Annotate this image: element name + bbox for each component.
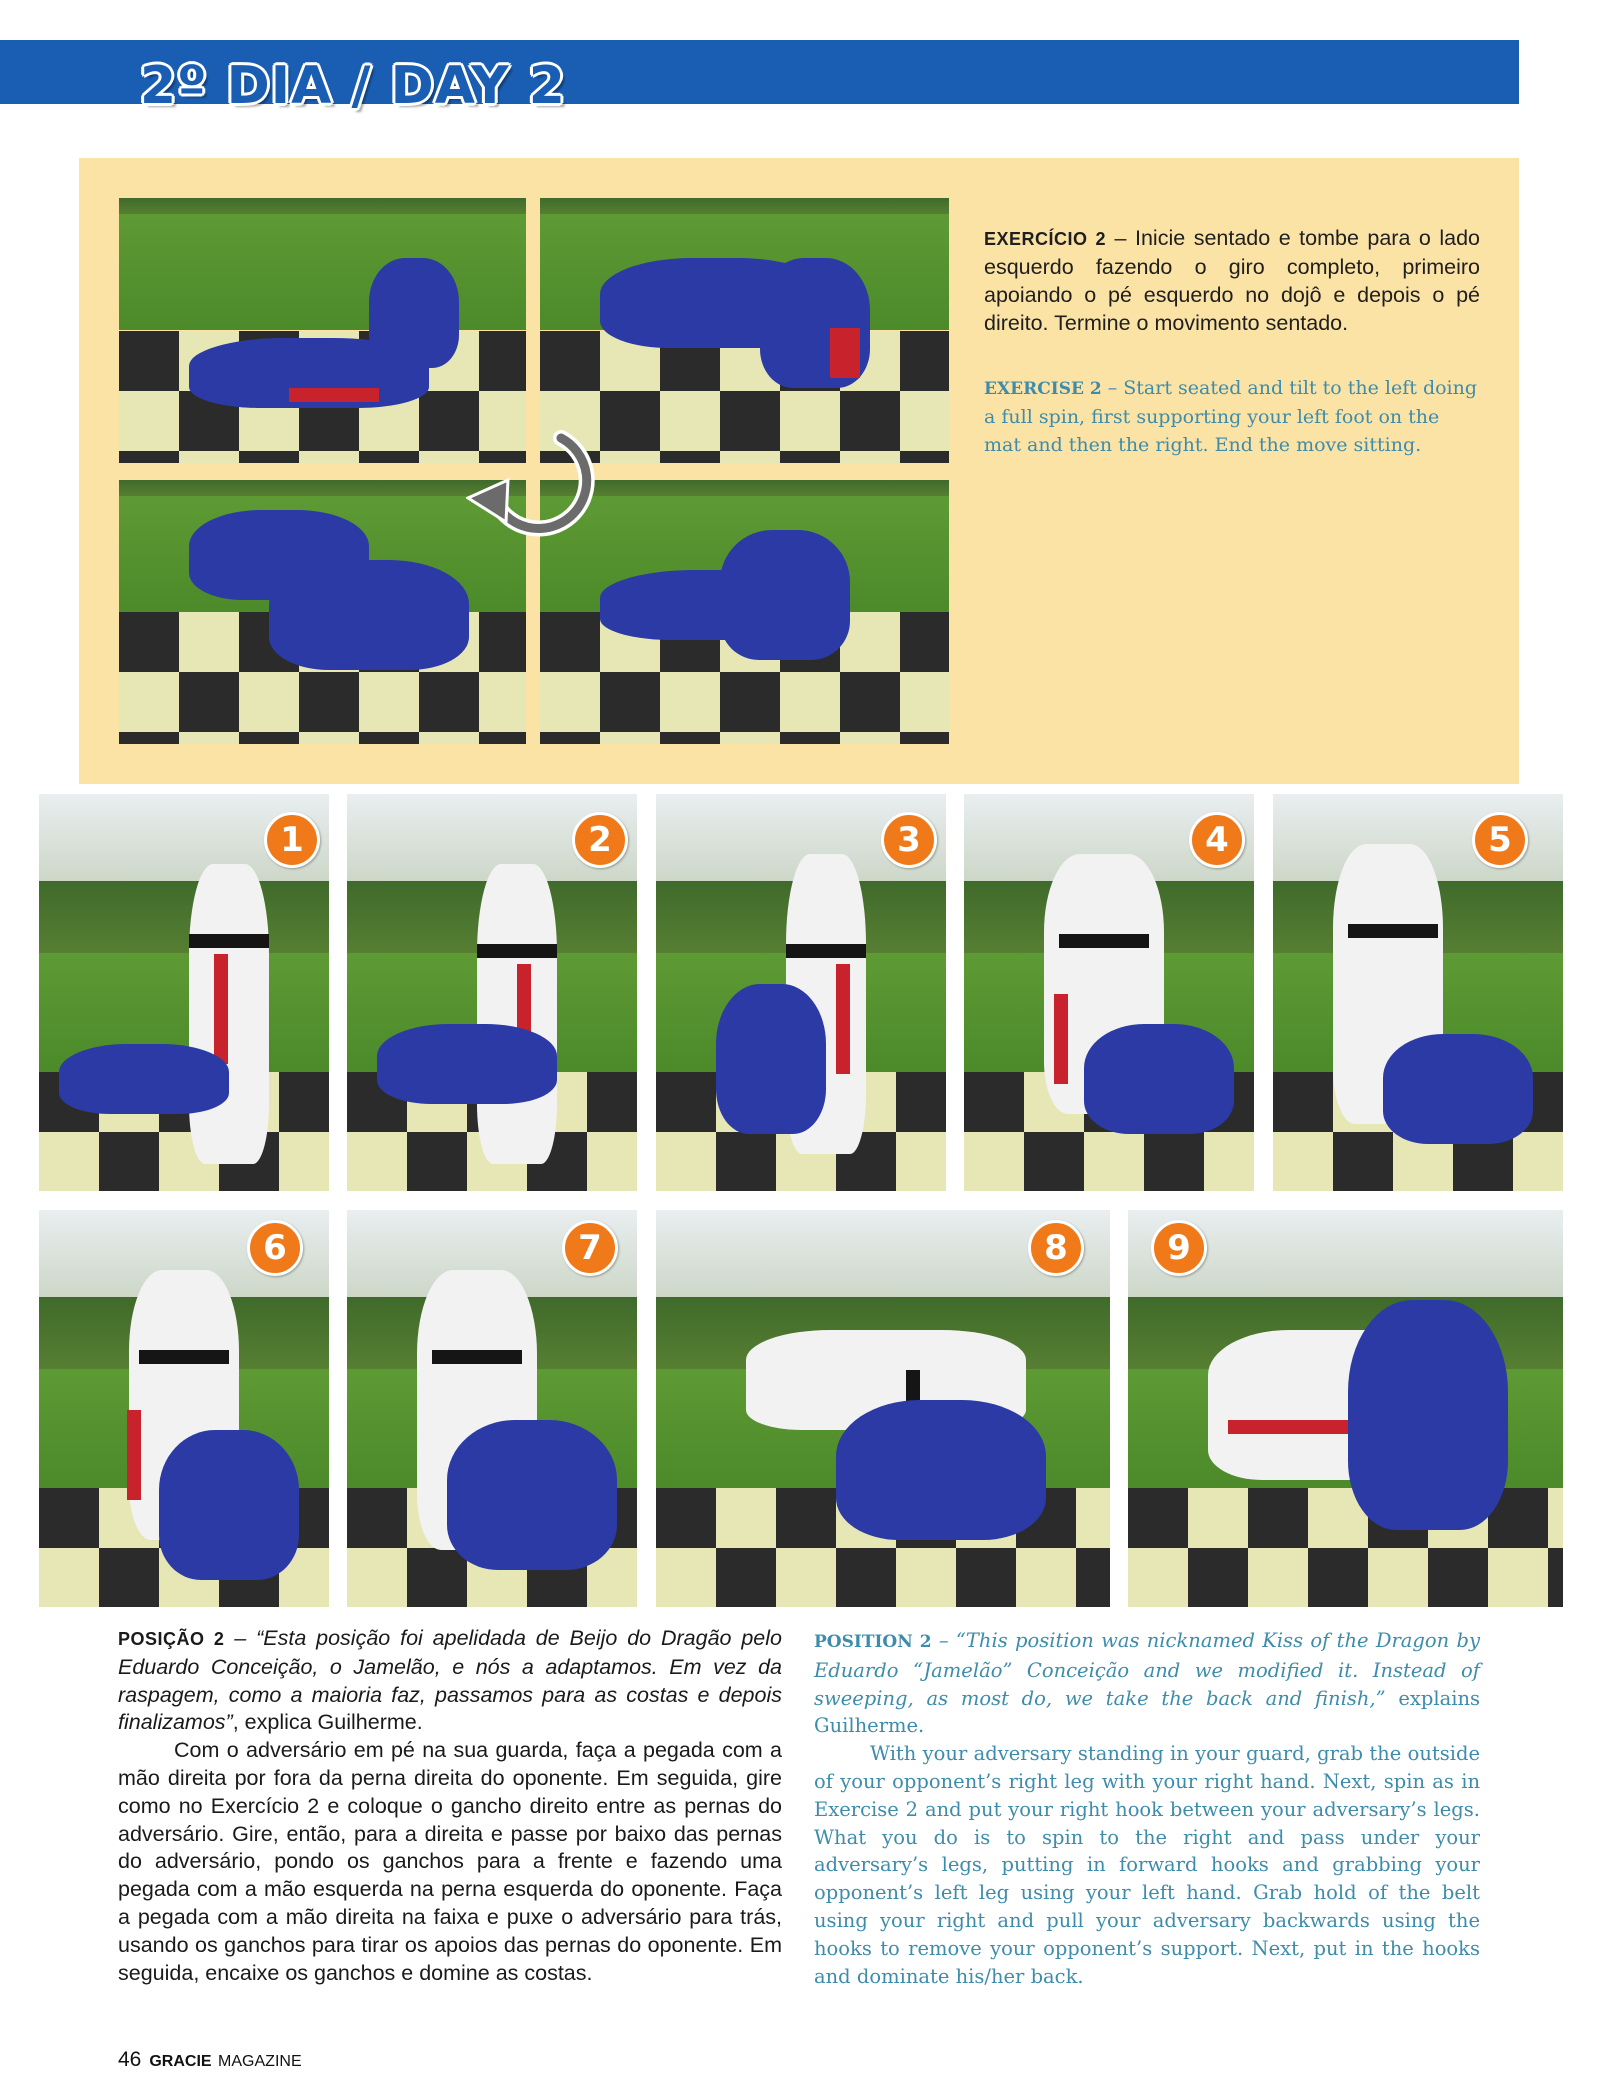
page-title: 2º DIA / DAY 2 — [140, 56, 566, 116]
position-description-en — [814, 1627, 1480, 1990]
position-label-pt: POSIÇÃO 2 — [118, 1629, 225, 1649]
position-quote-pt: – “Esta posição foi apelidada de Beijo do Dragão pelo Eduardo Conceição, o Jamelão, e nós a adaptamos. Em vez da raspagem, como a maioria faz, passamos para as costas e depois finalizamos” — [118, 1626, 782, 1735]
position-description-pt — [118, 1625, 782, 1987]
magazine-brand-suffix: MAGAZINE — [218, 2053, 302, 2070]
exercise-text-pt: – Inicie sentado e tombe para o lado esquerdo fazendo o giro completo, primeiro apoiando o pé esquerdo no dojô e depois o pé direito. Termine o movimento sentado. — [984, 226, 1481, 335]
position-body-pt: Com o adversário em pé na sua guarda, faça a pegada com a mão direita por fora da perna direita do oponente. Em seguida, gire como no Exercício 2 e coloque o gancho direito entre as pernas do adversário. Gire, então, para a direita e passe por baixo das pernas do adversário, pondo os ganchos para a frente e fazendo uma pegada com a mão esquerda na perna esquerda do oponente. Faça a pegada com a mão direita na faixa e puxe o adversário para trás, usando os ganchos para tirar os apoios das pernas do oponente. Em seguida, encaixe os ganchos e domine as costas. — [118, 1738, 782, 1985]
exercise-photo-1 — [119, 198, 526, 463]
step-number-badge: 7 — [562, 1220, 618, 1276]
position-attribution-pt: , explica Guilherme. — [232, 1710, 423, 1735]
position-label-en: POSITION 2 — [814, 1632, 932, 1652]
page-footer — [118, 2048, 302, 2072]
step-number-badge: 3 — [881, 812, 937, 868]
exercise-description-pt — [984, 224, 1480, 337]
exercise-label-pt: EXERCÍCIO 2 — [984, 229, 1107, 249]
step-number-badge: 6 — [247, 1220, 303, 1276]
exercise-label-en: EXERCISE 2 — [984, 379, 1102, 399]
step-number-badge: 2 — [572, 812, 628, 868]
step-number-badge: 9 — [1151, 1220, 1207, 1276]
exercise-photo-3 — [119, 480, 526, 744]
position-body-en: With your adversary standing in your guard, grab the outside of your opponent’s right leg with your right hand. Next, spin as in Exercise 2 and put your right hook between your adversary’s legs. What you do is to spin to the right and pass under your adversary’s legs, putting in forward hooks and grabbing your opponent’s left leg using your left hand. Grab hold of the belt using your right and pull your adversary backwards using the hooks to remove your opponent’s support. Next, put in the hooks and dominate his/her back. — [814, 1742, 1480, 1988]
position-quote-en: – “This position was nicknamed Kiss of the Dragon by Eduardo “Jamelão” Conceição and we modified it. Instead of sweeping, as most do, we take the back and finish,” — [814, 1629, 1480, 1710]
exercise-photo-2 — [540, 198, 949, 463]
position-attribution-en: explains Guilherme. — [814, 1686, 1481, 1738]
magazine-brand: GRACIE — [149, 2053, 212, 2070]
step-number-badge: 8 — [1028, 1220, 1084, 1276]
exercise-description-en — [984, 374, 1480, 459]
rotate-counterclockwise-icon — [466, 410, 596, 540]
step-number-badge: 4 — [1189, 812, 1245, 868]
step-number-badge: 1 — [264, 812, 320, 868]
exercise-text-en: – Start seated and tilt to the left doing a full spin, first supporting your left foot on the mat and then the right. End the move sitting. — [984, 377, 1478, 456]
page-number: 46 — [118, 2048, 142, 2071]
exercise-photo-4 — [540, 480, 949, 744]
step-number-badge: 5 — [1472, 812, 1528, 868]
